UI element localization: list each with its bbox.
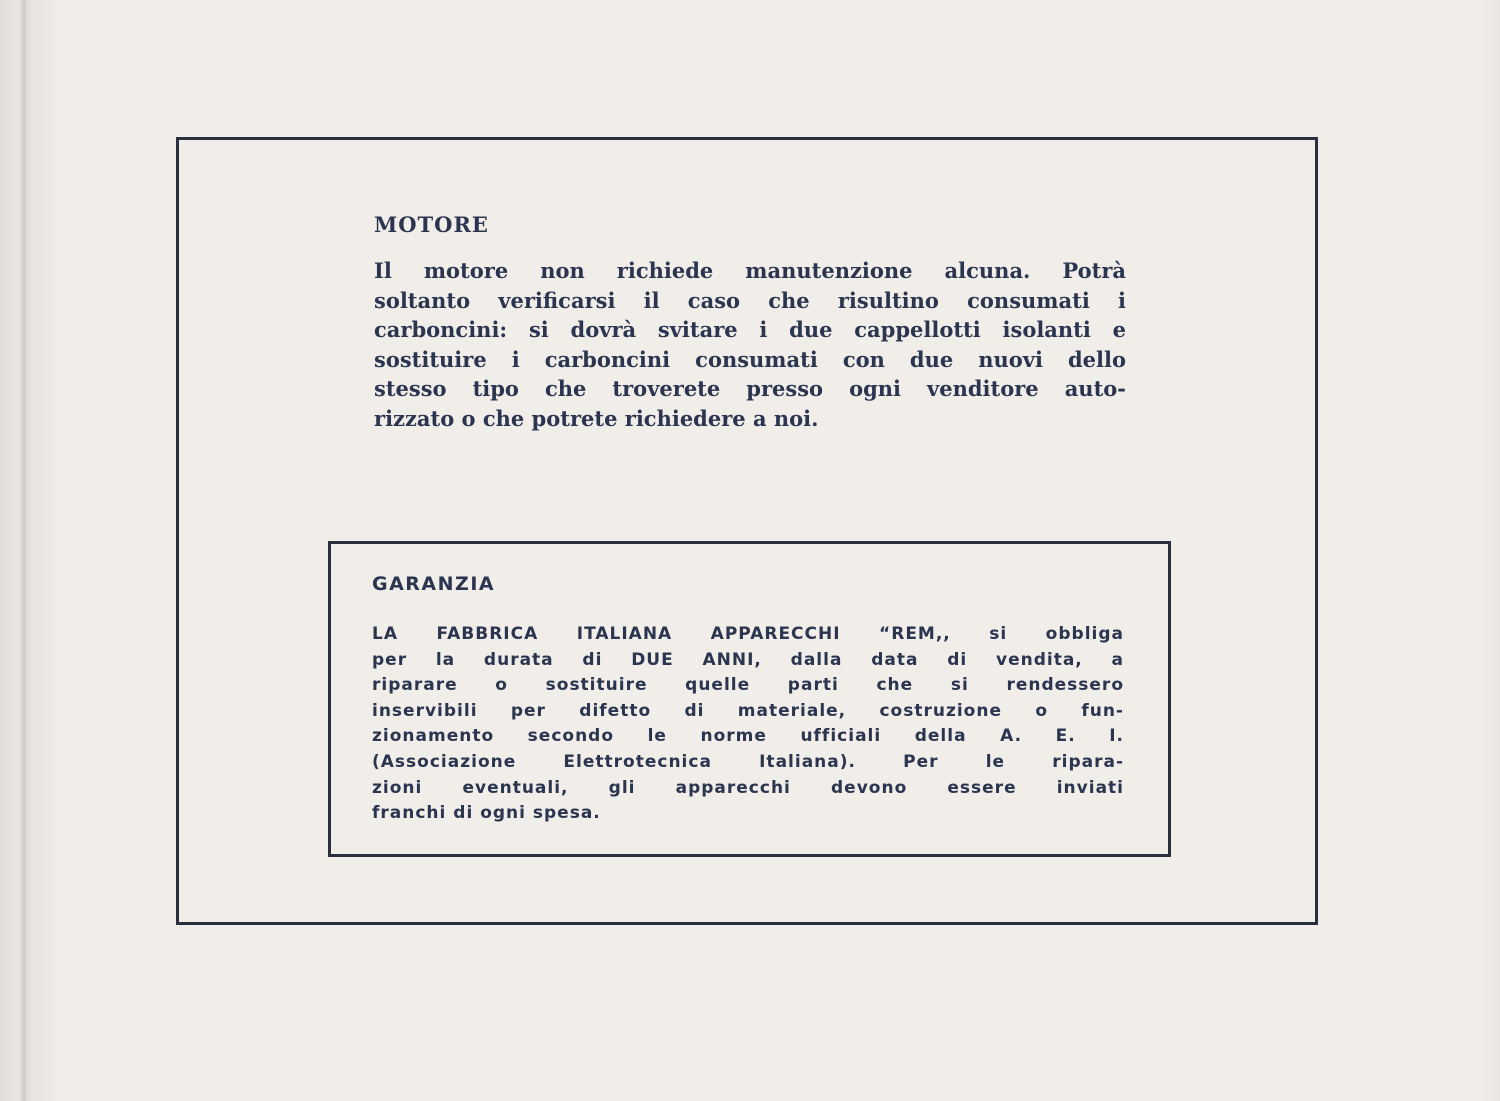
motore-line: stesso tipo che troverete presso ogni venditore auto- bbox=[374, 376, 1126, 401]
motore-line: Il motore non richiede manutenzione alcuna. Potrà bbox=[374, 258, 1126, 283]
binding-gutter bbox=[0, 0, 55, 1101]
garanzia-line: (Associazione Elettrotecnica Italiana). Per le ripara- bbox=[372, 751, 1124, 772]
motore-line: rizzato o che potrete richiedere a noi. bbox=[374, 405, 819, 431]
garanzia-line: franchi di ogni spesa. bbox=[372, 803, 601, 824]
garanzia-line: inservibili per difetto di materiale, costruzione o fun- bbox=[372, 700, 1124, 721]
motore-line: sostituire i carboncini consumati con due nuovi dello bbox=[374, 346, 1126, 372]
garanzia-line: LA FABBRICA ITALIANA APPARECCHI “REM,, si obbliga bbox=[372, 624, 1124, 644]
garanzia-line: riparare o sostituire quelle parti che si rendessero bbox=[372, 675, 1124, 696]
garanzia-line: zioni eventuali, gli apparecchi devono essere inviati bbox=[372, 777, 1124, 798]
motore-paragraph bbox=[374, 256, 1126, 433]
motore-line: soltanto verificarsi il caso che risultino consumati i bbox=[374, 287, 1126, 313]
motore-heading: MOTORE bbox=[374, 212, 489, 237]
motore-line: carboncini: si dovrà svitare i due cappellotti isolanti e bbox=[374, 317, 1126, 342]
garanzia-line: per la durata di DUE ANNI, dalla data di vendita, a bbox=[372, 649, 1124, 670]
garanzia-line: zionamento secondo le norme ufficiali della A. E. I. bbox=[372, 726, 1124, 747]
garanzia-heading: GARANZIA bbox=[372, 573, 496, 595]
binding-fold-line bbox=[23, 0, 25, 1101]
garanzia-paragraph bbox=[372, 622, 1124, 827]
page-edge-shadow bbox=[1480, 0, 1500, 1101]
